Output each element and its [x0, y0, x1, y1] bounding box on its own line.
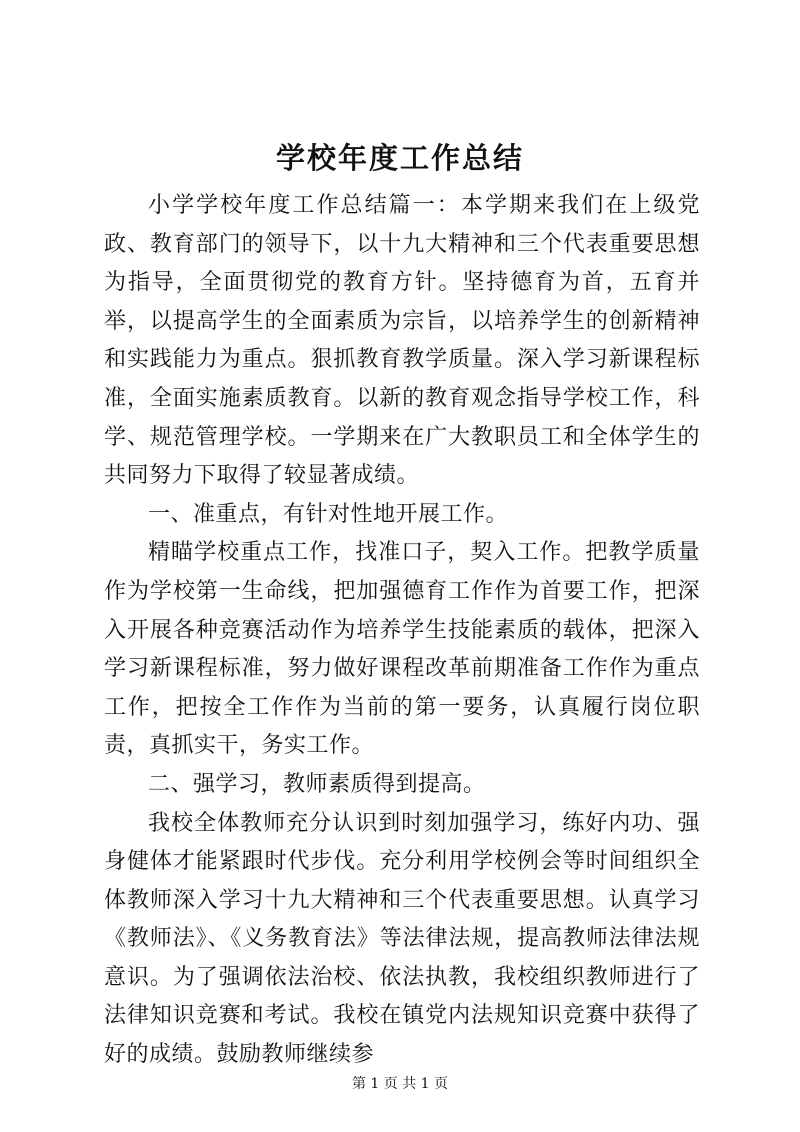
paragraph-section-2: 我校全体教师充分认识到时刻加强学习，练好内功、强身健体才能紧跟时代步伐。充分利用学校例会等时间组织全体教师深入学习十九大精神和三个代表重要思想。认真学习《教师法》、《义务教育法》等法律法规，提高教师法律法规意识。为了强调依法治校、依法执教，我校组织教师进行了法律知识竞赛和考试。我校在镇党内法规知识竞赛中获得了好的成绩。鼓励教师继续参: [104, 810, 700, 1068]
document-title: 学校年度工作总结: [275, 141, 524, 175]
section-heading-2: 二、强学习，教师素质得到提高。: [148, 771, 486, 797]
paragraph-intro: 小学学校年度工作总结篇一：本学期来我们在上级党政、教育部门的领导下，以十九大精神和三个代表重要思想为指导，全面贯彻党的教育方针。坚持德育为首，五育并举，以提高学生的全面素质为宗旨，以培养学生的创新精神和实践能力为重点。狠抓教育教学质量。深入学习新课程标准，全面实施素质教育。以新的教育观念指导学校工作，科学、规范管理学校。一学期来在广大教职员工和全体学生的共同努力下取得了较显著成绩。: [104, 193, 700, 489]
section-heading-1: 一、准重点，有针对性地开展工作。: [148, 501, 509, 527]
page-footer: 第 1 页 共 1 页: [351, 1076, 449, 1092]
paragraph-section-1: 精瞄学校重点工作，找准口子，契入工作。把教学质量作为学校第一生命线，把加强德育工作作为首要工作，把深入开展各种竞赛活动作为培养学生技能素质的载体，把深入学习新课程标准，努力做好课程改革前期准备工作作为重点工作，把按全工作作为当前的第一要务，认真履行岗位职责，真抓实干，务实工作。: [104, 540, 700, 759]
document-body: [104, 187, 700, 1075]
